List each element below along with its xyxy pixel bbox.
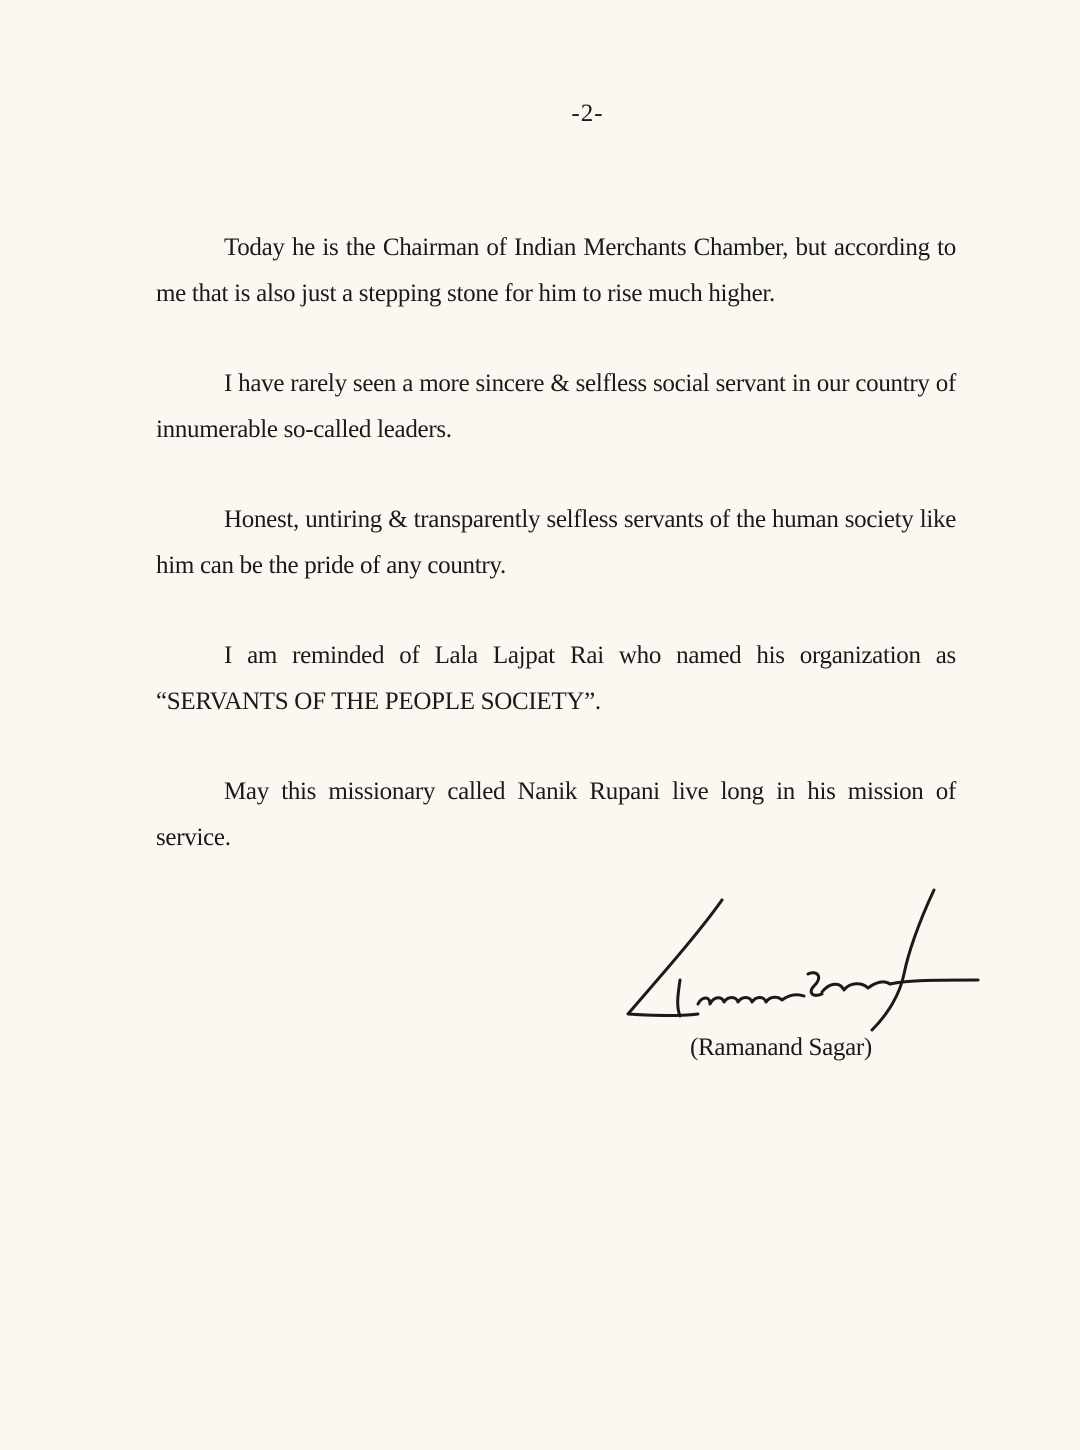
handwritten-signature — [618, 884, 988, 1034]
paragraph: Honest, untiring & transparently selfless servants of the human society like him can be the pride of any country. — [156, 506, 956, 579]
paragraph: I have rarely seen a more sincere & selfless social servant in our country of innumerable so-called leaders. — [156, 370, 956, 443]
signature-drawing — [618, 884, 988, 1034]
letter-body — [156, 225, 956, 905]
paragraph: May this missionary called Nanik Rupani live long in his mission of service. — [156, 778, 956, 851]
paragraph: I am reminded of Lala Lajpat Rai who named his organization as “SERVANTS OF THE PEOPLE SOCIETY”. — [156, 642, 956, 715]
signer-name: (Ramanand Sagar) — [690, 1034, 872, 1061]
paragraph: Today he is the Chairman of Indian Merchants Chamber, but according to me that is also just a stepping stone for him to rise much higher. — [156, 234, 956, 307]
page-number: -2- — [571, 100, 604, 127]
